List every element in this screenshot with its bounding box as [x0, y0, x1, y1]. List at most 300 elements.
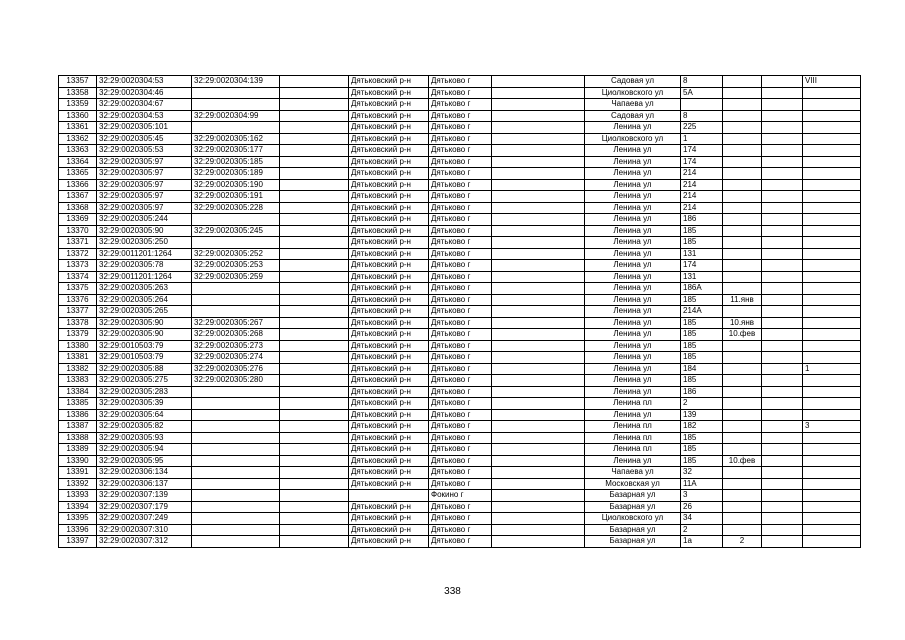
related-cadastral-number-cell — [192, 467, 280, 479]
table-row — [59, 306, 861, 318]
cadastral-number-cell: 32:29:0020307:179 — [97, 501, 192, 513]
table-row — [59, 214, 861, 226]
table-row — [59, 386, 861, 398]
district-cell: Дятьковский р-н — [349, 248, 429, 260]
apartment-cell — [803, 513, 861, 525]
house-cell — [681, 99, 723, 111]
apartment-cell — [803, 375, 861, 387]
district-cell: Дятьковский р-н — [349, 398, 429, 410]
house-cell: 34 — [681, 513, 723, 525]
apartment-cell — [803, 490, 861, 502]
city-cell: Дятьково г — [429, 340, 492, 352]
record-number-cell: 13370 — [59, 225, 97, 237]
empty-cell — [492, 122, 585, 134]
empty-cell — [280, 76, 349, 88]
apartment-cell: 3 — [803, 421, 861, 433]
city-cell: Дятьково г — [429, 179, 492, 191]
empty-cell — [762, 271, 803, 283]
apartment-cell — [803, 352, 861, 364]
street-cell: Циолковского ул — [585, 133, 681, 145]
house-cell: 131 — [681, 248, 723, 260]
table-row — [59, 536, 861, 548]
record-number-cell: 13373 — [59, 260, 97, 272]
empty-cell — [280, 536, 349, 548]
city-cell: Дятьково г — [429, 455, 492, 467]
empty-cell — [492, 145, 585, 157]
empty-cell — [492, 260, 585, 272]
related-cadastral-number-cell — [192, 455, 280, 467]
city-cell: Дятьково г — [429, 536, 492, 548]
empty-cell — [762, 260, 803, 272]
empty-cell — [762, 340, 803, 352]
city-cell: Дятьково г — [429, 478, 492, 490]
house-cell: 1 — [681, 133, 723, 145]
empty-cell — [762, 501, 803, 513]
table-row — [59, 478, 861, 490]
empty-cell — [762, 214, 803, 226]
building-cell — [723, 375, 762, 387]
empty-cell — [762, 225, 803, 237]
empty-cell — [280, 133, 349, 145]
district-cell: Дятьковский р-н — [349, 145, 429, 157]
related-cadastral-number-cell: 32:29:0020305:191 — [192, 191, 280, 203]
house-cell: 214 — [681, 202, 723, 214]
apartment-cell — [803, 455, 861, 467]
empty-cell — [492, 202, 585, 214]
empty-cell — [492, 363, 585, 375]
related-cadastral-number-cell — [192, 283, 280, 295]
street-cell: Ленина ул — [585, 317, 681, 329]
empty-cell — [492, 455, 585, 467]
related-cadastral-number-cell: 32:29:0020305:252 — [192, 248, 280, 260]
record-number-cell: 13376 — [59, 294, 97, 306]
table-row — [59, 179, 861, 191]
street-cell: Ленина ул — [585, 409, 681, 421]
cadastral-number-cell: 32:29:0020305:244 — [97, 214, 192, 226]
empty-cell — [492, 156, 585, 168]
building-cell — [723, 260, 762, 272]
cadastral-number-cell: 32:29:0020304:67 — [97, 99, 192, 111]
district-cell: Дятьковский р-н — [349, 467, 429, 479]
street-cell: Ленина пл — [585, 432, 681, 444]
empty-cell — [280, 122, 349, 134]
city-cell: Дятьково г — [429, 202, 492, 214]
street-cell: Циолковского ул — [585, 513, 681, 525]
record-number-cell: 13394 — [59, 501, 97, 513]
building-cell — [723, 168, 762, 180]
cadastral-number-cell: 32:29:0020305:283 — [97, 386, 192, 398]
house-cell: 185 — [681, 225, 723, 237]
record-number-cell: 13359 — [59, 99, 97, 111]
related-cadastral-number-cell — [192, 490, 280, 502]
empty-cell — [280, 271, 349, 283]
related-cadastral-number-cell — [192, 99, 280, 111]
empty-cell — [492, 386, 585, 398]
district-cell: Дятьковский р-н — [349, 225, 429, 237]
related-cadastral-number-cell — [192, 237, 280, 249]
empty-cell — [762, 156, 803, 168]
house-cell: 214 — [681, 179, 723, 191]
record-number-cell: 13387 — [59, 421, 97, 433]
empty-cell — [280, 363, 349, 375]
street-cell: Ленина ул — [585, 191, 681, 203]
building-cell — [723, 283, 762, 295]
house-cell: 3 — [681, 490, 723, 502]
district-cell: Дятьковский р-н — [349, 87, 429, 99]
empty-cell — [492, 179, 585, 191]
table-row — [59, 398, 861, 410]
empty-cell — [280, 513, 349, 525]
table-row — [59, 444, 861, 456]
building-cell: 2 — [723, 536, 762, 548]
street-cell: Базарная ул — [585, 490, 681, 502]
table-row — [59, 455, 861, 467]
building-cell — [723, 513, 762, 525]
record-number-cell: 13389 — [59, 444, 97, 456]
cadastral-number-cell: 32:29:0020304:53 — [97, 110, 192, 122]
city-cell: Дятьково г — [429, 271, 492, 283]
apartment-cell — [803, 501, 861, 513]
cadastral-number-cell: 32:29:0020307:312 — [97, 536, 192, 548]
empty-cell — [280, 386, 349, 398]
house-cell: 11А — [681, 478, 723, 490]
district-cell: Дятьковский р-н — [349, 168, 429, 180]
related-cadastral-number-cell: 32:29:0020305:189 — [192, 168, 280, 180]
related-cadastral-number-cell — [192, 432, 280, 444]
empty-cell — [492, 478, 585, 490]
table-row — [59, 271, 861, 283]
empty-cell — [762, 432, 803, 444]
record-number-cell: 13375 — [59, 283, 97, 295]
building-cell — [723, 76, 762, 88]
empty-cell — [492, 99, 585, 111]
apartment-cell — [803, 329, 861, 341]
building-cell: 10.фев — [723, 455, 762, 467]
apartment-cell — [803, 260, 861, 272]
record-number-cell: 13374 — [59, 271, 97, 283]
table-row — [59, 340, 861, 352]
street-cell: Ленина ул — [585, 363, 681, 375]
city-cell: Дятьково г — [429, 214, 492, 226]
empty-cell — [280, 260, 349, 272]
empty-cell — [280, 179, 349, 191]
empty-cell — [762, 398, 803, 410]
district-cell: Дятьковский р-н — [349, 363, 429, 375]
district-cell: Дятьковский р-н — [349, 202, 429, 214]
table-row — [59, 490, 861, 502]
table-row — [59, 122, 861, 134]
table-row — [59, 248, 861, 260]
cadastral-number-cell: 32:29:0020305:265 — [97, 306, 192, 318]
city-cell: Дятьково г — [429, 76, 492, 88]
district-cell: Дятьковский р-н — [349, 501, 429, 513]
city-cell: Дятьково г — [429, 513, 492, 525]
empty-cell — [492, 421, 585, 433]
street-cell: Ленина ул — [585, 294, 681, 306]
empty-cell — [492, 87, 585, 99]
street-cell: Садовая ул — [585, 110, 681, 122]
empty-cell — [492, 271, 585, 283]
district-cell: Дятьковский р-н — [349, 306, 429, 318]
house-cell: 139 — [681, 409, 723, 421]
related-cadastral-number-cell — [192, 501, 280, 513]
city-cell: Дятьково г — [429, 444, 492, 456]
empty-cell — [280, 191, 349, 203]
record-number-cell: 13358 — [59, 87, 97, 99]
related-cadastral-number-cell: 32:29:0020304:99 — [192, 110, 280, 122]
record-number-cell: 13362 — [59, 133, 97, 145]
record-number-cell: 13363 — [59, 145, 97, 157]
empty-cell — [762, 202, 803, 214]
empty-cell — [492, 283, 585, 295]
empty-cell — [492, 513, 585, 525]
cadastral-number-cell: 32:29:0020305:90 — [97, 329, 192, 341]
house-cell: 214 — [681, 191, 723, 203]
empty-cell — [280, 168, 349, 180]
city-cell: Дятьково г — [429, 398, 492, 410]
related-cadastral-number-cell: 32:29:0020305:185 — [192, 156, 280, 168]
street-cell: Базарная ул — [585, 524, 681, 536]
record-number-cell: 13357 — [59, 76, 97, 88]
house-cell: 186А — [681, 283, 723, 295]
empty-cell — [280, 432, 349, 444]
cadastral-number-cell: 32:29:0020305:97 — [97, 168, 192, 180]
empty-cell — [280, 409, 349, 421]
street-cell: Ленина ул — [585, 455, 681, 467]
building-cell — [723, 179, 762, 191]
table-row — [59, 237, 861, 249]
building-cell — [723, 271, 762, 283]
table-row — [59, 133, 861, 145]
house-cell: 214 — [681, 168, 723, 180]
cadastral-number-cell: 32:29:0010503:79 — [97, 352, 192, 364]
cadastral-number-cell: 32:29:0020305:97 — [97, 202, 192, 214]
district-cell: Дятьковский р-н — [349, 329, 429, 341]
cadastral-number-cell: 32:29:0011201:1264 — [97, 248, 192, 260]
apartment-cell — [803, 122, 861, 134]
empty-cell — [762, 237, 803, 249]
house-cell: 131 — [681, 271, 723, 283]
district-cell: Дятьковский р-н — [349, 133, 429, 145]
building-cell — [723, 386, 762, 398]
related-cadastral-number-cell — [192, 294, 280, 306]
street-cell: Ленина ул — [585, 375, 681, 387]
city-cell: Дятьково г — [429, 145, 492, 157]
apartment-cell — [803, 133, 861, 145]
empty-cell — [280, 237, 349, 249]
street-cell: Ленина ул — [585, 329, 681, 341]
district-cell: Дятьковский р-н — [349, 110, 429, 122]
cadastral-number-cell: 32:29:0020305:264 — [97, 294, 192, 306]
building-cell — [723, 99, 762, 111]
record-number-cell: 13384 — [59, 386, 97, 398]
building-cell — [723, 421, 762, 433]
apartment-cell — [803, 283, 861, 295]
table-row — [59, 524, 861, 536]
city-cell: Дятьково г — [429, 375, 492, 387]
record-number-cell: 13380 — [59, 340, 97, 352]
street-cell: Ленина пл — [585, 444, 681, 456]
building-cell — [723, 340, 762, 352]
cadastral-number-cell: 32:29:0020307:310 — [97, 524, 192, 536]
table-row — [59, 191, 861, 203]
record-number-cell: 13369 — [59, 214, 97, 226]
cadastral-number-cell: 32:29:0020305:97 — [97, 179, 192, 191]
apartment-cell — [803, 110, 861, 122]
city-cell: Дятьково г — [429, 501, 492, 513]
related-cadastral-number-cell: 32:29:0020305:253 — [192, 260, 280, 272]
empty-cell — [492, 294, 585, 306]
city-cell: Дятьково г — [429, 168, 492, 180]
house-cell: 182 — [681, 421, 723, 433]
table-row — [59, 317, 861, 329]
empty-cell — [762, 444, 803, 456]
district-cell: Дятьковский р-н — [349, 271, 429, 283]
street-cell: Базарная ул — [585, 501, 681, 513]
district-cell: Дятьковский р-н — [349, 352, 429, 364]
cadastral-number-cell: 32:29:0020307:139 — [97, 490, 192, 502]
empty-cell — [280, 145, 349, 157]
apartment-cell — [803, 214, 861, 226]
empty-cell — [492, 398, 585, 410]
related-cadastral-number-cell — [192, 421, 280, 433]
related-cadastral-number-cell: 32:29:0020304:139 — [192, 76, 280, 88]
apartment-cell — [803, 156, 861, 168]
house-cell: 184 — [681, 363, 723, 375]
street-cell: Ленина ул — [585, 352, 681, 364]
empty-cell — [280, 329, 349, 341]
city-cell: Дятьково г — [429, 317, 492, 329]
apartment-cell — [803, 248, 861, 260]
street-cell: Ленина ул — [585, 122, 681, 134]
record-number-cell: 13360 — [59, 110, 97, 122]
cadastral-number-cell: 32:29:0020305:97 — [97, 191, 192, 203]
city-cell: Дятьково г — [429, 432, 492, 444]
empty-cell — [280, 467, 349, 479]
empty-cell — [762, 76, 803, 88]
related-cadastral-number-cell: 32:29:0020305:162 — [192, 133, 280, 145]
empty-cell — [492, 317, 585, 329]
record-number-cell: 13364 — [59, 156, 97, 168]
empty-cell — [280, 375, 349, 387]
empty-cell — [762, 248, 803, 260]
city-cell: Дятьково г — [429, 524, 492, 536]
district-cell: Дятьковский р-н — [349, 409, 429, 421]
district-cell: Дятьковский р-н — [349, 76, 429, 88]
table-row — [59, 99, 861, 111]
apartment-cell — [803, 386, 861, 398]
building-cell — [723, 409, 762, 421]
house-cell: 185 — [681, 294, 723, 306]
empty-cell — [762, 283, 803, 295]
record-number-cell: 13386 — [59, 409, 97, 421]
building-cell — [723, 87, 762, 99]
empty-cell — [762, 145, 803, 157]
street-cell: Ленина ул — [585, 156, 681, 168]
street-cell: Чапаева ул — [585, 467, 681, 479]
apartment-cell — [803, 99, 861, 111]
record-number-cell: 13371 — [59, 237, 97, 249]
empty-cell — [280, 444, 349, 456]
apartment-cell — [803, 536, 861, 548]
city-cell: Фокино г — [429, 490, 492, 502]
related-cadastral-number-cell: 32:29:0020305:259 — [192, 271, 280, 283]
building-cell — [723, 225, 762, 237]
related-cadastral-number-cell — [192, 536, 280, 548]
cadastral-number-cell: 32:29:0020305:88 — [97, 363, 192, 375]
empty-cell — [492, 133, 585, 145]
house-cell: 174 — [681, 260, 723, 272]
city-cell: Дятьково г — [429, 283, 492, 295]
district-cell: Дятьковский р-н — [349, 478, 429, 490]
record-number-cell: 13392 — [59, 478, 97, 490]
city-cell: Дятьково г — [429, 133, 492, 145]
empty-cell — [762, 306, 803, 318]
district-cell: Дятьковский р-н — [349, 260, 429, 272]
related-cadastral-number-cell: 32:29:0020305:274 — [192, 352, 280, 364]
related-cadastral-number-cell — [192, 513, 280, 525]
empty-cell — [492, 444, 585, 456]
record-number-cell: 13368 — [59, 202, 97, 214]
apartment-cell: 1 — [803, 363, 861, 375]
house-cell: 185 — [681, 375, 723, 387]
cadastral-number-cell: 32:29:0020304:53 — [97, 76, 192, 88]
cadastral-number-cell: 32:29:0020305:90 — [97, 225, 192, 237]
district-cell: Дятьковский р-н — [349, 444, 429, 456]
table-row — [59, 352, 861, 364]
table-row — [59, 76, 861, 88]
empty-cell — [762, 386, 803, 398]
street-cell: Садовая ул — [585, 76, 681, 88]
empty-cell — [280, 283, 349, 295]
table-row — [59, 513, 861, 525]
empty-cell — [492, 467, 585, 479]
cadastral-number-cell: 32:29:0020305:97 — [97, 156, 192, 168]
record-number-cell: 13381 — [59, 352, 97, 364]
empty-cell — [492, 501, 585, 513]
related-cadastral-number-cell — [192, 386, 280, 398]
house-cell: 185 — [681, 237, 723, 249]
empty-cell — [280, 524, 349, 536]
apartment-cell — [803, 179, 861, 191]
empty-cell — [280, 478, 349, 490]
table-row — [59, 260, 861, 272]
city-cell: Дятьково г — [429, 409, 492, 421]
table-row — [59, 283, 861, 295]
city-cell: Дятьково г — [429, 306, 492, 318]
apartment-cell — [803, 444, 861, 456]
building-cell — [723, 202, 762, 214]
district-cell: Дятьковский р-н — [349, 317, 429, 329]
street-cell: Ленина ул — [585, 202, 681, 214]
city-cell: Дятьково г — [429, 99, 492, 111]
empty-cell — [492, 168, 585, 180]
record-number-cell: 13396 — [59, 524, 97, 536]
table-row — [59, 363, 861, 375]
cadastral-number-cell: 32:29:0020306:137 — [97, 478, 192, 490]
empty-cell — [280, 225, 349, 237]
record-number-cell: 13395 — [59, 513, 97, 525]
empty-cell — [280, 110, 349, 122]
empty-cell — [762, 513, 803, 525]
building-cell — [723, 363, 762, 375]
empty-cell — [492, 340, 585, 352]
empty-cell — [492, 248, 585, 260]
house-cell: 5А — [681, 87, 723, 99]
building-cell — [723, 524, 762, 536]
cadastral-number-cell: 32:29:0020305:275 — [97, 375, 192, 387]
district-cell: Дятьковский р-н — [349, 536, 429, 548]
